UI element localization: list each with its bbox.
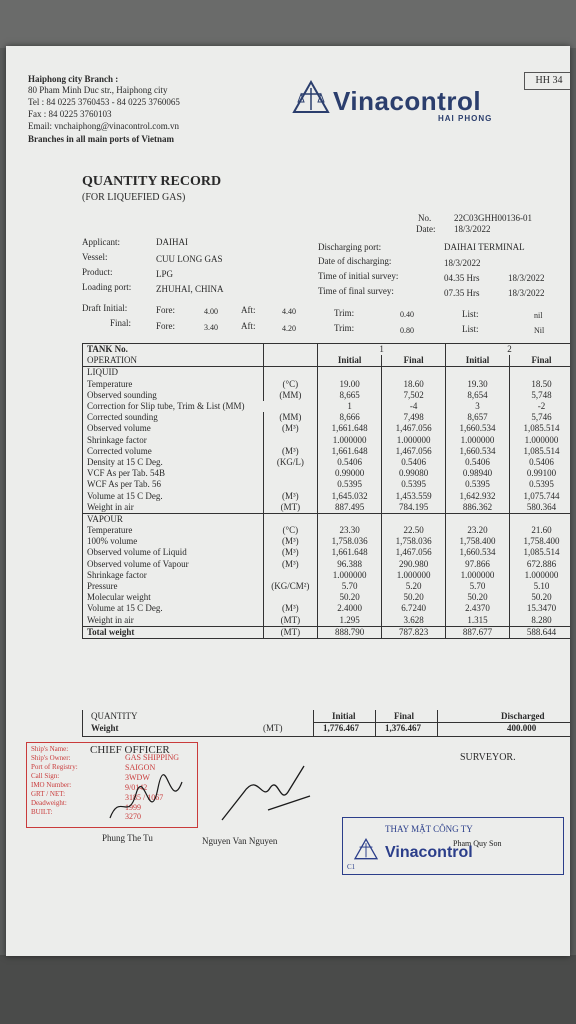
table-row: [83, 502, 571, 514]
weight-label: Weight: [91, 723, 119, 733]
operation-header: OPERATION: [83, 355, 264, 367]
row-value: -2: [510, 401, 570, 412]
row-unit: (MT): [263, 626, 318, 638]
table-row: [83, 457, 571, 468]
draft-final-aft: 4.20: [282, 324, 296, 333]
row-value: 6.7240: [382, 603, 446, 614]
row-label: Observed sounding: [83, 390, 264, 401]
branch-note: Branches in all main ports of Vietnam: [28, 134, 175, 144]
row-value: [446, 367, 510, 379]
signature-chief-icon: [106, 774, 186, 830]
row-value: 0.5395: [446, 479, 510, 490]
tank1-final-header: Final: [382, 355, 446, 367]
row-value: 18.50: [510, 379, 570, 390]
brand-logo-city: HAI PHONG: [438, 114, 493, 123]
product-label: Product:: [82, 267, 113, 277]
row-label: Molecular weight: [83, 592, 264, 603]
row-label: Density at 15 C Deg.: [83, 457, 264, 468]
signature-nguyen-icon: [214, 758, 314, 828]
row-value: 5.20: [382, 581, 446, 592]
row-unit: [263, 435, 318, 446]
tank-1-header: 1: [318, 344, 446, 356]
row-value: 8,657: [446, 412, 510, 423]
discharging-port-value: DAIHAI TERMINAL: [444, 242, 525, 252]
row-value: 1.000000: [446, 435, 510, 446]
table-row: [83, 581, 571, 592]
row-label: Correction for Slip tube, Trim & List (MM): [83, 401, 318, 412]
row-value: 5,748: [510, 390, 570, 401]
row-label: 100% volume: [83, 536, 264, 547]
row-unit: (M³): [263, 547, 318, 558]
draft-initial-fore: 4.00: [204, 307, 218, 316]
row-value: 1,645.032: [318, 490, 382, 501]
row-value: 1,758.036: [382, 536, 446, 547]
row-unit: (MM): [263, 412, 318, 423]
scales-logo-icon: [292, 80, 330, 114]
row-label: VCF As per Tab. 54B: [83, 468, 264, 479]
loading-value: ZHUHAI, CHINA: [156, 284, 224, 294]
row-value: 1.000000: [382, 435, 446, 446]
row-value: 886.362: [446, 502, 510, 514]
table-row: [83, 446, 571, 457]
stamp-logo-icon: [353, 838, 379, 860]
row-value: 1,660.534: [446, 446, 510, 457]
row-value: 8,666: [318, 412, 382, 423]
ship-imo: 9/0142: [125, 783, 148, 792]
row-unit: [263, 570, 318, 581]
row-unit: [263, 592, 318, 603]
row-value: 50.20: [510, 592, 570, 603]
applicant-value: DAIHAI: [156, 237, 188, 247]
row-value: 19.30: [446, 379, 510, 390]
table-row: [83, 401, 571, 412]
row-unit: (M³): [263, 446, 318, 457]
row-value: 0.5406: [510, 457, 570, 468]
brand-logo-text: Vinacontrol: [333, 86, 482, 116]
row-value: 23.30: [318, 525, 382, 536]
final-survey-time: 07.35 Hrs: [444, 288, 480, 298]
row-value: 50.20: [446, 592, 510, 603]
table-row: [83, 435, 571, 446]
row-value: 22.50: [382, 525, 446, 536]
final-survey-label: Time of final survey:: [318, 286, 394, 296]
row-value: [318, 513, 382, 525]
row-unit: (M³): [263, 536, 318, 547]
row-unit: (MT): [263, 502, 318, 514]
row-value: [382, 367, 446, 379]
row-value: 588.644: [510, 626, 570, 638]
ship-name-label: Ship's Name:: [31, 745, 69, 753]
row-value: 0.99100: [510, 468, 570, 479]
vessel-label: Vessel:: [82, 252, 108, 262]
row-unit: (KG/CM²): [263, 581, 318, 592]
ref-date: 18/3/2022: [454, 224, 491, 234]
discharging-port-label: Discharging port:: [318, 242, 382, 252]
branch-title: Haiphong city Branch :: [28, 74, 119, 84]
row-value: 887.677: [446, 626, 510, 638]
row-unit: (MT): [263, 615, 318, 627]
w-initial: 1,776.467: [323, 723, 359, 733]
draft-final-label: Final:: [110, 318, 132, 328]
row-label: Weight in air: [83, 502, 264, 514]
row-value: 5.70: [446, 581, 510, 592]
initial-survey-label: Time of initial survey:: [318, 271, 399, 281]
row-value: 0.5406: [318, 457, 382, 468]
row-value: 784.195: [382, 502, 446, 514]
q-final-header: Final: [394, 711, 415, 721]
ship-owner: GAS SHIPPING: [125, 753, 180, 762]
row-value: 1.000000: [382, 570, 446, 581]
ship-imo-label: IMO Number:: [31, 781, 72, 789]
vessel-value: CUU LONG GAS: [156, 254, 223, 264]
row-value: 672.886: [510, 559, 570, 570]
row-value: 1,467.056: [382, 423, 446, 434]
row-value: 97.866: [446, 559, 510, 570]
row-value: 1: [318, 401, 382, 412]
row-value: 787.823: [382, 626, 446, 638]
initial-survey-time: 04.35 Hrs: [444, 273, 480, 283]
row-value: 0.99000: [318, 468, 382, 479]
row-value: -4: [382, 401, 446, 412]
table-row: [83, 615, 571, 627]
row-value: 50.20: [318, 592, 382, 603]
draft-final-fore: 3.40: [204, 323, 218, 332]
ship-call: 3WDW: [125, 773, 150, 782]
ship-built-label: BUILT:: [31, 808, 53, 816]
surveyor-name: Pham Quy Son: [453, 839, 502, 848]
row-unit: [263, 479, 318, 490]
row-value: 0.99080: [382, 468, 446, 479]
draft-initial-list: nil: [534, 311, 543, 320]
vinacontrol-stamp: [342, 817, 564, 875]
row-unit: (M³): [263, 603, 318, 614]
table-row: [83, 468, 571, 479]
row-value: 1,661.648: [318, 547, 382, 558]
row-label: Total weight: [83, 626, 264, 638]
row-value: 2.4000: [318, 603, 382, 614]
row-label: VAPOUR: [83, 513, 264, 525]
draft-final-aft-label: Aft:: [241, 321, 256, 331]
background-top: [0, 0, 576, 48]
row-value: 1,075.744: [510, 490, 570, 501]
row-label: Shrinkage factor: [83, 435, 264, 446]
ship-registry: SAIGON: [125, 763, 156, 772]
row-value: 7,498: [382, 412, 446, 423]
branch-fax: Fax : 84 0225 3760103: [28, 109, 112, 119]
draft-final-trim-label: Trim:: [334, 323, 355, 333]
row-unit: (KG/L): [263, 457, 318, 468]
quantity-summary: [82, 710, 570, 737]
row-value: 1,467.056: [382, 547, 446, 558]
ship-grt: 3185 / 1067: [125, 793, 164, 802]
row-unit: (M³): [263, 490, 318, 501]
row-value: 1,661.648: [318, 446, 382, 457]
row-value: 1,085.514: [510, 547, 570, 558]
row-value: 96.388: [318, 559, 382, 570]
table-row: [83, 536, 571, 547]
stamp-code: C1: [347, 863, 356, 871]
row-value: 580.364: [510, 502, 570, 514]
table-row: [83, 592, 571, 603]
row-value: 5.10: [510, 581, 570, 592]
row-label: Shrinkage factor: [83, 570, 264, 581]
chief-officer-title: CHIEF OFFICER: [90, 744, 170, 756]
q-initial-header: Initial: [332, 711, 356, 721]
table-row: [83, 547, 571, 558]
row-value: 1.315: [446, 615, 510, 627]
w-final: 1,376.467: [385, 723, 421, 733]
draft-initial-fore-label: Fore:: [156, 305, 175, 315]
row-value: 1,758.036: [318, 536, 382, 547]
draft-final-list: Nil: [534, 326, 545, 335]
table-row: [83, 570, 571, 581]
background-bottom: [0, 955, 576, 1024]
row-unit: (M³): [263, 559, 318, 570]
row-unit: (M³): [263, 423, 318, 434]
row-value: 23.20: [446, 525, 510, 536]
ship-owner-label: Ship's Owner:: [31, 754, 71, 762]
quantity-table: [82, 343, 570, 639]
table-row: [83, 479, 571, 490]
row-value: [382, 513, 446, 525]
quantity-label: QUANTITY: [91, 711, 138, 721]
row-value: [446, 513, 510, 525]
row-value: 5,746: [510, 412, 570, 423]
table-header-row: [83, 344, 571, 356]
row-value: 0.5406: [446, 457, 510, 468]
loading-label: Loading port:: [82, 282, 132, 292]
row-value: 1,661.648: [318, 423, 382, 434]
row-unit: (°C): [263, 379, 318, 390]
on-behalf-text: THAY MẶT CÔNG TY: [385, 824, 473, 834]
table-row: [83, 525, 571, 536]
draft-final-list-label: List:: [462, 324, 479, 334]
tank-2-header: 2: [446, 344, 570, 356]
table-row: [83, 412, 571, 423]
branch-tel: Tel : 84 0225 3760453 - 84 0225 3760065: [28, 97, 180, 107]
product-value: LPG: [156, 269, 174, 279]
row-value: 1.000000: [318, 435, 382, 446]
row-value: 1.000000: [510, 570, 570, 581]
draft-final-trim: 0.80: [400, 326, 414, 335]
table-row: [83, 603, 571, 614]
row-unit: [263, 468, 318, 479]
row-value: 15.3470: [510, 603, 570, 614]
row-value: 1,758.400: [510, 536, 570, 547]
row-value: 1.000000: [318, 570, 382, 581]
operation-row: [83, 355, 571, 367]
row-label: Observed volume of Liquid: [83, 547, 264, 558]
row-value: 5.70: [318, 581, 382, 592]
row-value: 0.98940: [446, 468, 510, 479]
row-value: 290.980: [382, 559, 446, 570]
row-value: 3: [446, 401, 510, 412]
row-value: 1,642.932: [446, 490, 510, 501]
row-unit: [263, 367, 318, 379]
ship-built-year: 1999: [125, 803, 141, 812]
row-label: Volume at 15 C Deg.: [83, 603, 264, 614]
ship-registry-label: Port of Registry:: [31, 763, 78, 771]
row-value: [510, 513, 570, 525]
ref-no-label: No.: [418, 213, 432, 223]
draft-initial-trim: 0.40: [400, 310, 414, 319]
document-page: [6, 46, 570, 956]
q-discharged-header: Discharged: [501, 711, 545, 721]
row-value: 1,660.534: [446, 423, 510, 434]
ship-call-label: Call Sign:: [31, 772, 60, 780]
row-unit: (°C): [263, 525, 318, 536]
table-row: [83, 513, 571, 525]
row-value: 1.295: [318, 615, 382, 627]
ship-dwt-label: Deadweight:: [31, 799, 67, 807]
draft-initial-aft-label: Aft:: [241, 305, 256, 315]
row-label: Temperature: [83, 525, 264, 536]
doc-title: QUANTITY RECORD: [82, 174, 222, 189]
row-label: Observed volume of Vapour: [83, 559, 264, 570]
tank1-initial-header: Initial: [318, 355, 382, 367]
w-discharged: 400.000: [507, 723, 537, 733]
row-unit: (MM): [263, 390, 318, 401]
row-value: 888.790: [318, 626, 382, 638]
table-row: [83, 379, 571, 390]
table-row: [83, 626, 571, 638]
row-value: 18.60: [382, 379, 446, 390]
draft-initial-trim-label: Trim:: [334, 308, 355, 318]
row-value: 0.5395: [382, 479, 446, 490]
row-value: 1,085.514: [510, 423, 570, 434]
ref-no: 22C03GHH00136-01: [454, 213, 532, 223]
row-value: 2.4370: [446, 603, 510, 614]
ref-date-label: Date:: [416, 224, 436, 234]
table-row: [83, 390, 571, 401]
draft-initial-label: Draft Initial:: [82, 303, 128, 313]
draft-initial-aft: 4.40: [282, 307, 296, 316]
tank2-final-header: Final: [510, 355, 570, 367]
row-value: 1,453.559: [382, 490, 446, 501]
row-label: Corrected volume: [83, 446, 264, 457]
form-code-box: HH 34: [524, 72, 570, 90]
row-label: Volume at 15 C Deg.: [83, 490, 264, 501]
row-label: Weight in air: [83, 615, 264, 627]
weight-unit: (MT): [263, 723, 283, 733]
row-value: 0.5395: [318, 479, 382, 490]
row-label: Observed volume: [83, 423, 264, 434]
row-value: 1.000000: [446, 570, 510, 581]
draft-final-fore-label: Fore:: [156, 321, 175, 331]
tank2-initial-header: Initial: [446, 355, 510, 367]
initial-survey-date: 18/3/2022: [508, 273, 545, 283]
doc-subtitle: (FOR LIQUEFIED GAS): [82, 192, 186, 203]
row-value: 8,654: [446, 390, 510, 401]
row-value: 1,467.056: [382, 446, 446, 457]
row-value: 0.5406: [382, 457, 446, 468]
row-value: 1,660.534: [446, 547, 510, 558]
row-value: 8,665: [318, 390, 382, 401]
row-value: 21.60: [510, 525, 570, 536]
row-value: 887.495: [318, 502, 382, 514]
row-value: 3.628: [382, 615, 446, 627]
tank-no-header: TANK No.: [83, 344, 264, 356]
draft-initial-list-label: List:: [462, 309, 479, 319]
row-label: Pressure: [83, 581, 264, 592]
date-discharging-label: Date of discharging:: [318, 256, 392, 266]
row-value: 1,758.400: [446, 536, 510, 547]
row-label: Temperature: [83, 379, 264, 390]
row-label: WCF As per Tab. 56: [83, 479, 264, 490]
table-row: [83, 559, 571, 570]
row-unit: [263, 513, 318, 525]
stamp-brand-text: Vinacontrol: [385, 844, 473, 861]
ship-grt-label: GRT / NET:: [31, 790, 66, 798]
ship-dwt: 3270: [125, 812, 141, 821]
date-discharging-value: 18/3/2022: [444, 258, 481, 268]
table-row: [83, 423, 571, 434]
row-value: 50.20: [382, 592, 446, 603]
row-value: 8.280: [510, 615, 570, 627]
surveyor-label: SURVEYOR.: [460, 752, 516, 763]
table-row: [83, 490, 571, 501]
row-label: Corrected sounding: [83, 412, 264, 423]
applicant-label: Applicant:: [82, 237, 120, 247]
row-value: 1,085.514: [510, 446, 570, 457]
final-survey-date: 18/3/2022: [508, 288, 545, 298]
row-value: [510, 367, 570, 379]
row-value: 0.5395: [510, 479, 570, 490]
row-value: [318, 367, 382, 379]
table-row: [83, 367, 571, 379]
signer-name-1: Phung The Tu: [102, 833, 153, 843]
row-value: 7,502: [382, 390, 446, 401]
row-label: LIQUID: [83, 367, 264, 379]
branch-address: 80 Pham Minh Duc str., Haiphong city: [28, 85, 168, 95]
row-value: 19.00: [318, 379, 382, 390]
signer-name-2: Nguyen Van Nguyen: [202, 836, 278, 846]
branch-email: Email: vnchaiphong@vinacontrol.com.vn: [28, 121, 180, 131]
row-value: 1.000000: [510, 435, 570, 446]
